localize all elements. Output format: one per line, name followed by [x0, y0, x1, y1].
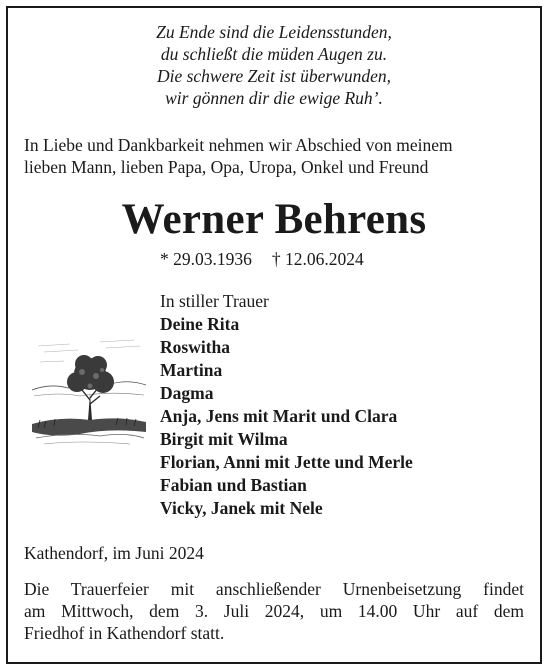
- mourners-heading: In stiller Trauer: [160, 291, 269, 311]
- mourner-name: Roswitha: [160, 337, 231, 357]
- funeral-ceremony-info: [24, 578, 524, 644]
- intro-line: lieben Mann, lieben Papa, Opa, Uropa, Onkel und Freund: [24, 157, 429, 177]
- memorial-poem: [8, 21, 540, 109]
- mourner-name: Martina: [160, 360, 223, 380]
- ceremony-line: am Mittwoch, dem 3. Juli 2024, um 14.00 Uhr auf dem: [24, 601, 524, 621]
- mourner-name: Vicky, Janek mit Nele: [160, 498, 323, 518]
- poem-line: Die schwere Zeit ist überwunden,: [156, 66, 392, 86]
- obituary-notice: [6, 6, 542, 664]
- mourners-list: [160, 290, 413, 520]
- intro-line: In Liebe und Dankbarkeit nehmen wir Abschied von meinem: [24, 135, 453, 155]
- mourner-name: Deine Rita: [160, 314, 240, 334]
- mourner-name: Anja, Jens mit Marit und Clara: [160, 406, 398, 426]
- poem-line: du schließt die müden Augen zu.: [160, 44, 388, 64]
- place-and-date: Kathendorf, im Juni 2024: [24, 543, 204, 563]
- mourner-name: Birgit mit Wilma: [160, 429, 288, 449]
- poem-line: wir gönnen dir die ewige Ruh’.: [165, 88, 383, 108]
- deceased-name: Werner Behrens: [121, 196, 427, 243]
- ceremony-line: Die Trauerfeier mit anschließender Urnenbeisetzung findet: [24, 579, 524, 599]
- death-date: † 12.06.2024: [271, 249, 364, 269]
- ceremony-line: Friedhof in Kathendorf statt.: [24, 623, 225, 643]
- poem-line: Zu Ende sind die Leidensstunden,: [156, 22, 392, 42]
- life-dates: [160, 248, 364, 270]
- mourner-name: Florian, Anni mit Jette und Merle: [160, 452, 413, 472]
- tree-landscape-illustration: [30, 328, 148, 448]
- mourner-name: Fabian und Bastian: [160, 475, 307, 495]
- mourner-name: Dagma: [160, 383, 214, 403]
- farewell-intro: [24, 134, 526, 178]
- birth-date: * 29.03.1936: [160, 249, 252, 269]
